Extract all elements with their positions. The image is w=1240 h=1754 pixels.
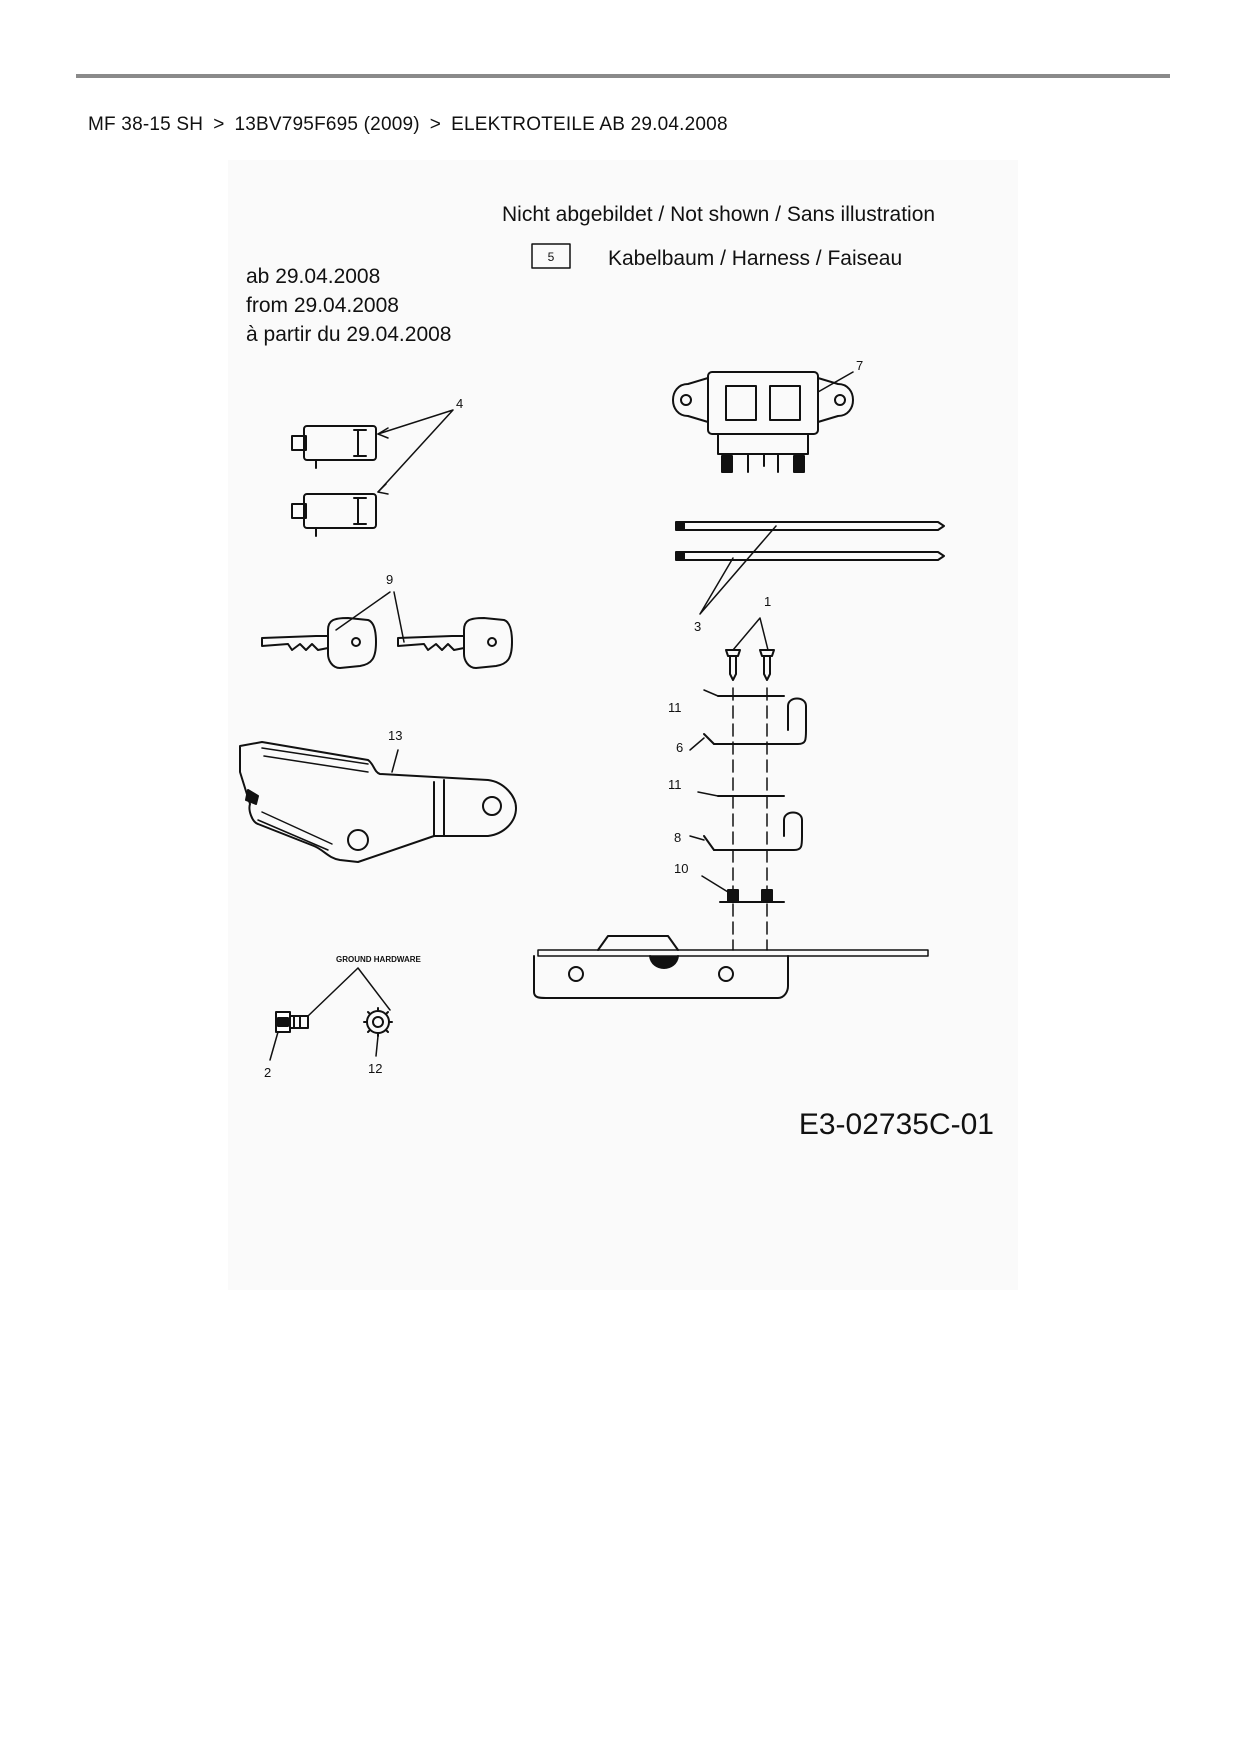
part-4-plunger-switch bbox=[292, 426, 376, 536]
callout-9: 9 bbox=[386, 572, 394, 587]
breadcrumb-separator: > bbox=[213, 114, 225, 135]
parts-diagram-svg bbox=[228, 160, 1018, 1290]
date-line-de: ab 29.04.2008 bbox=[246, 265, 381, 288]
part-8-bracket bbox=[714, 813, 802, 851]
not-shown-header: Nicht abgebildet / Not shown / Sans illustration bbox=[502, 203, 936, 226]
callout-13: 13 bbox=[388, 728, 403, 743]
part-3-cable-tie bbox=[676, 522, 944, 560]
ground-hardware-label: GROUND HARDWARE bbox=[336, 955, 421, 964]
callout-2: 2 bbox=[264, 1065, 272, 1080]
part-10-nut bbox=[720, 890, 784, 902]
not-shown-item-label: Kabelbaum / Harness / Faiseau bbox=[608, 247, 903, 270]
breadcrumb-item-model[interactable]: MF 38-15 SH bbox=[88, 114, 204, 135]
dashboard-panel bbox=[534, 936, 928, 998]
callout-11-upper: 11 bbox=[668, 700, 682, 715]
callout-3: 3 bbox=[694, 619, 702, 634]
breadcrumb bbox=[88, 114, 728, 136]
callout-12: 12 bbox=[368, 1061, 383, 1076]
breadcrumb-separator: > bbox=[429, 114, 442, 135]
callout-1: 1 bbox=[764, 594, 772, 609]
top-rule bbox=[76, 74, 1170, 78]
callout-7: 7 bbox=[856, 358, 864, 373]
callout-8: 8 bbox=[674, 830, 682, 845]
part-1-screw bbox=[726, 650, 774, 680]
breadcrumb-item-serial[interactable]: 13BV795F695 (2009) bbox=[234, 114, 420, 135]
part-6-bracket bbox=[714, 699, 806, 745]
part-2-bolt bbox=[276, 1012, 308, 1032]
date-line-en: from 29.04.2008 bbox=[246, 294, 399, 317]
callout-10: 10 bbox=[674, 861, 689, 876]
part-12-lock-washer bbox=[364, 1008, 392, 1036]
date-line-fr: à partir du 29.04.2008 bbox=[246, 323, 452, 346]
part-13-mounting-plate bbox=[240, 742, 516, 862]
parts-diagram bbox=[228, 160, 1018, 1290]
callout-11-lower: 11 bbox=[668, 777, 682, 792]
part-9-ignition-key bbox=[262, 618, 512, 668]
callout-4: 4 bbox=[456, 396, 464, 411]
breadcrumb-item-section: ELEKTROTEILE AB 29.04.2008 bbox=[451, 114, 728, 135]
drawing-number: E3-02735C-01 bbox=[798, 1108, 994, 1141]
callout-6: 6 bbox=[676, 740, 684, 755]
not-shown-item-number: 5 bbox=[547, 250, 555, 264]
